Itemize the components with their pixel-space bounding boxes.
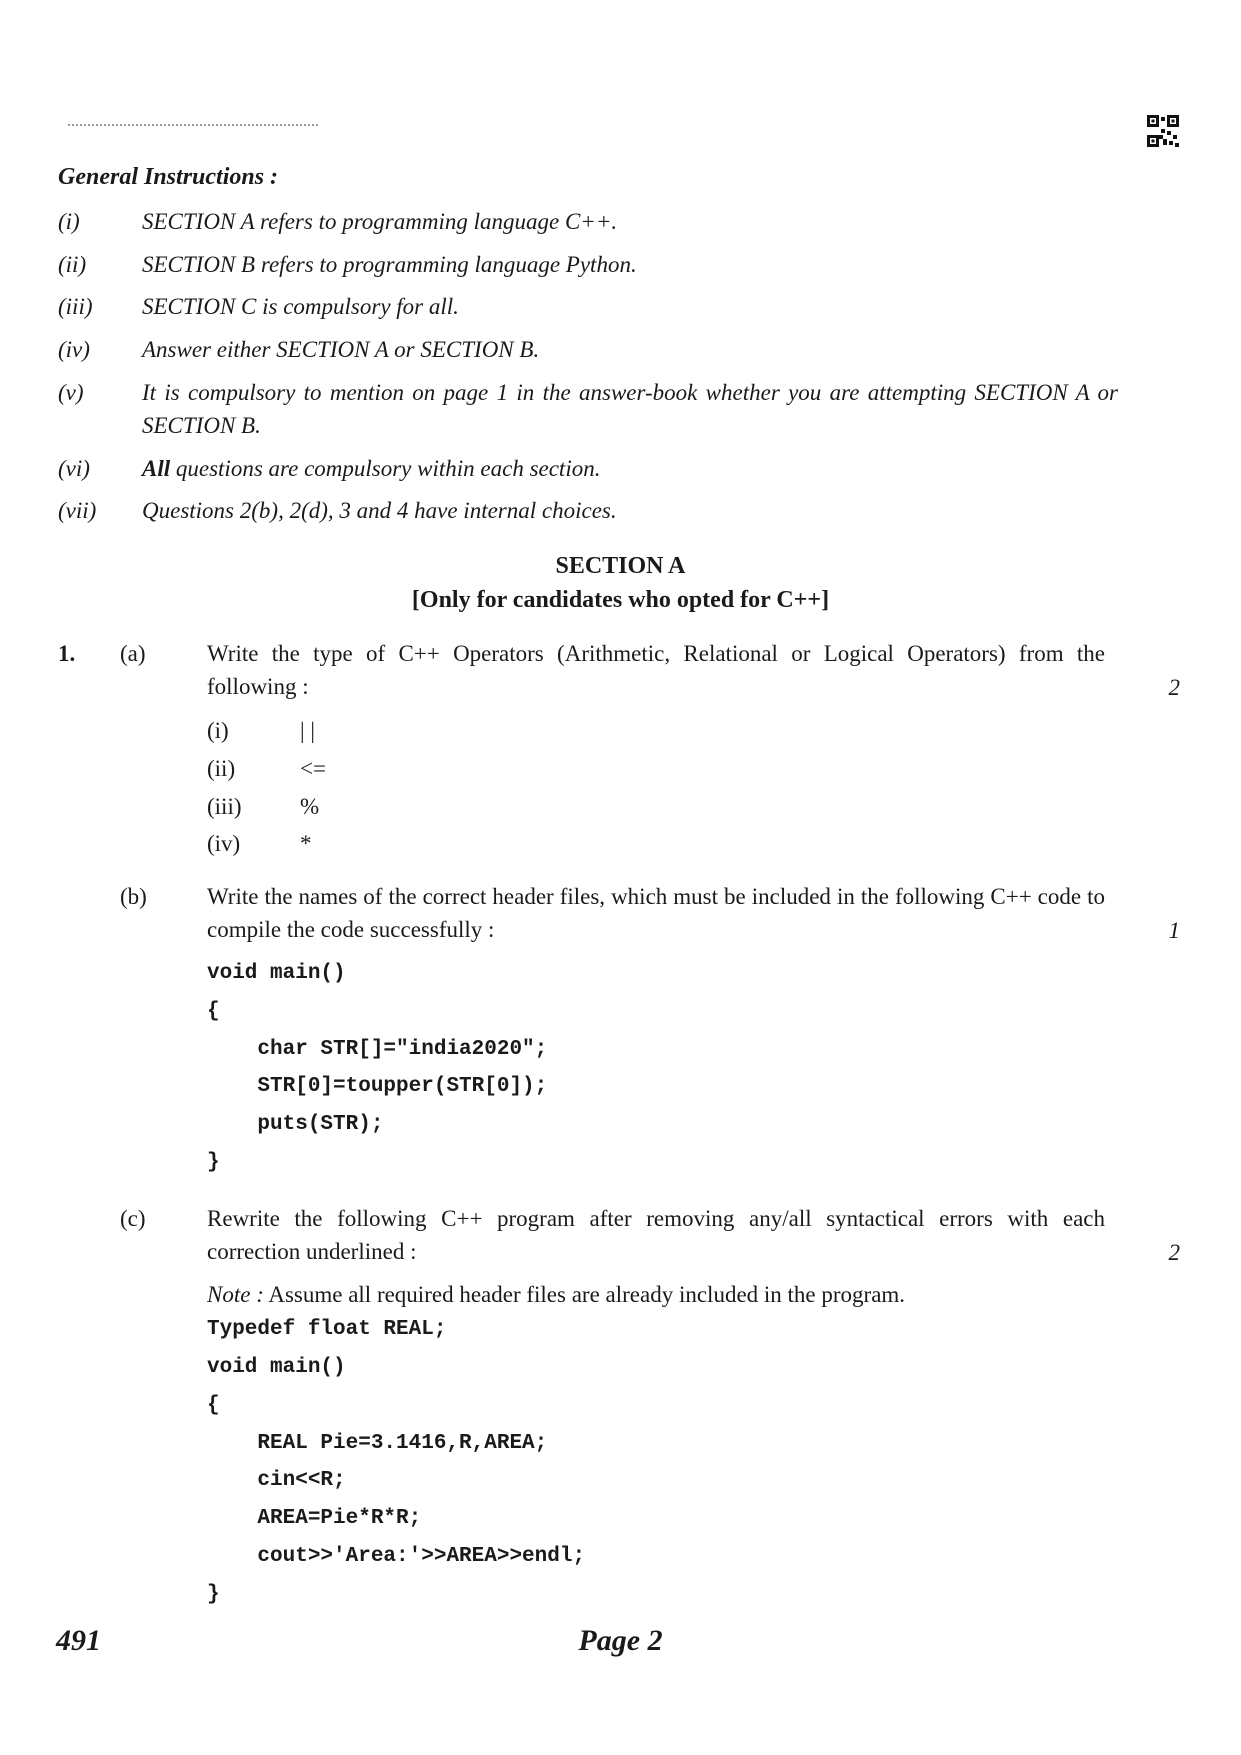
part-c-marks: 2: [1168, 1240, 1180, 1265]
code-line: }: [207, 1151, 220, 1174]
code-line: puts(STR);: [207, 1113, 384, 1136]
option-operator: <=: [300, 756, 326, 781]
instruction-bold: All: [142, 456, 171, 481]
code-line: }: [207, 1583, 220, 1606]
code-line: char STR[]="india2020";: [207, 1038, 548, 1061]
part-a-label: (a): [120, 641, 146, 666]
code-line: cout>>'Area:'>>AREA>>endl;: [207, 1545, 586, 1568]
option-operator: | |: [300, 718, 315, 743]
question-number: 1.: [58, 641, 76, 666]
code-line: void main(): [207, 1356, 346, 1379]
note-text: Assume all required header files are already included in the program.: [263, 1282, 906, 1307]
option-operator: *: [300, 831, 312, 856]
note-label: Note :: [207, 1282, 264, 1307]
code-line: STR[0]=toupper(STR[0]);: [207, 1075, 548, 1098]
instruction-text: It is compulsory to mention on page 1 in the answer-book whether you are attempting SECTION A or SECTION B.: [142, 380, 1118, 438]
part-a-text: Write the type of C++ Operators (Arithmetic, Relational or Logical Operators) from the following :: [207, 641, 1105, 699]
code-line: AREA=Pie*R*R;: [207, 1507, 422, 1530]
code-line: {: [207, 1394, 220, 1417]
code-line: void main(): [207, 962, 346, 985]
part-c-label: (c): [120, 1206, 146, 1231]
section-title: SECTION A: [555, 553, 686, 579]
instruction-text: [142, 452, 1118, 485]
instruction-number: (iii): [58, 294, 93, 319]
instruction-text: SECTION C is compulsory for all.: [142, 294, 459, 319]
instruction-text: SECTION B refers to programming language Python.: [142, 252, 637, 277]
code-line: Typedef float REAL;: [207, 1318, 447, 1341]
part-c-text: Rewrite the following C++ program after removing any/all syntactical errors with each correction underlined :: [207, 1206, 1105, 1264]
instruction-text-rest: questions are compulsory within each section.: [170, 456, 601, 481]
header-rule: [68, 124, 318, 126]
instruction-number: (v): [58, 380, 84, 405]
instruction-text: Answer either SECTION A or SECTION B.: [142, 337, 540, 362]
option-operator: %: [300, 794, 320, 819]
code-line: REAL Pie=3.1416,R,AREA;: [207, 1432, 548, 1455]
instruction-text: Questions 2(b), 2(d), 3 and 4 have internal choices.: [142, 498, 617, 523]
page-number: Page 2: [578, 1624, 663, 1657]
section-subtitle: [Only for candidates who opted for C++]: [411, 587, 830, 613]
option-number: (i): [207, 718, 229, 743]
option-number: (iii): [207, 794, 242, 819]
paper-code: 491: [56, 1624, 101, 1657]
part-b-text: Write the names of the correct header files, which must be included in the following C++ code to compile the code successfully :: [207, 884, 1105, 942]
qr-code-icon: [1147, 115, 1179, 147]
option-number: (ii): [207, 756, 236, 781]
instruction-text: SECTION A refers to programming language C++.: [142, 209, 618, 234]
part-c-note: [207, 1278, 905, 1311]
code-line: cin<<R;: [207, 1469, 346, 1492]
part-b-marks: 1: [1168, 918, 1180, 943]
instruction-number: (ii): [58, 252, 87, 277]
part-a-marks: 2: [1168, 675, 1180, 700]
instruction-number: (vi): [58, 456, 90, 481]
option-number: (iv): [207, 831, 241, 856]
instruction-number: (iv): [58, 337, 90, 362]
instruction-number: (i): [58, 209, 80, 234]
part-b-label: (b): [120, 884, 147, 909]
general-instructions-title: General Instructions :: [58, 164, 279, 190]
instruction-number: (vii): [58, 498, 97, 523]
code-line: {: [207, 1000, 220, 1023]
